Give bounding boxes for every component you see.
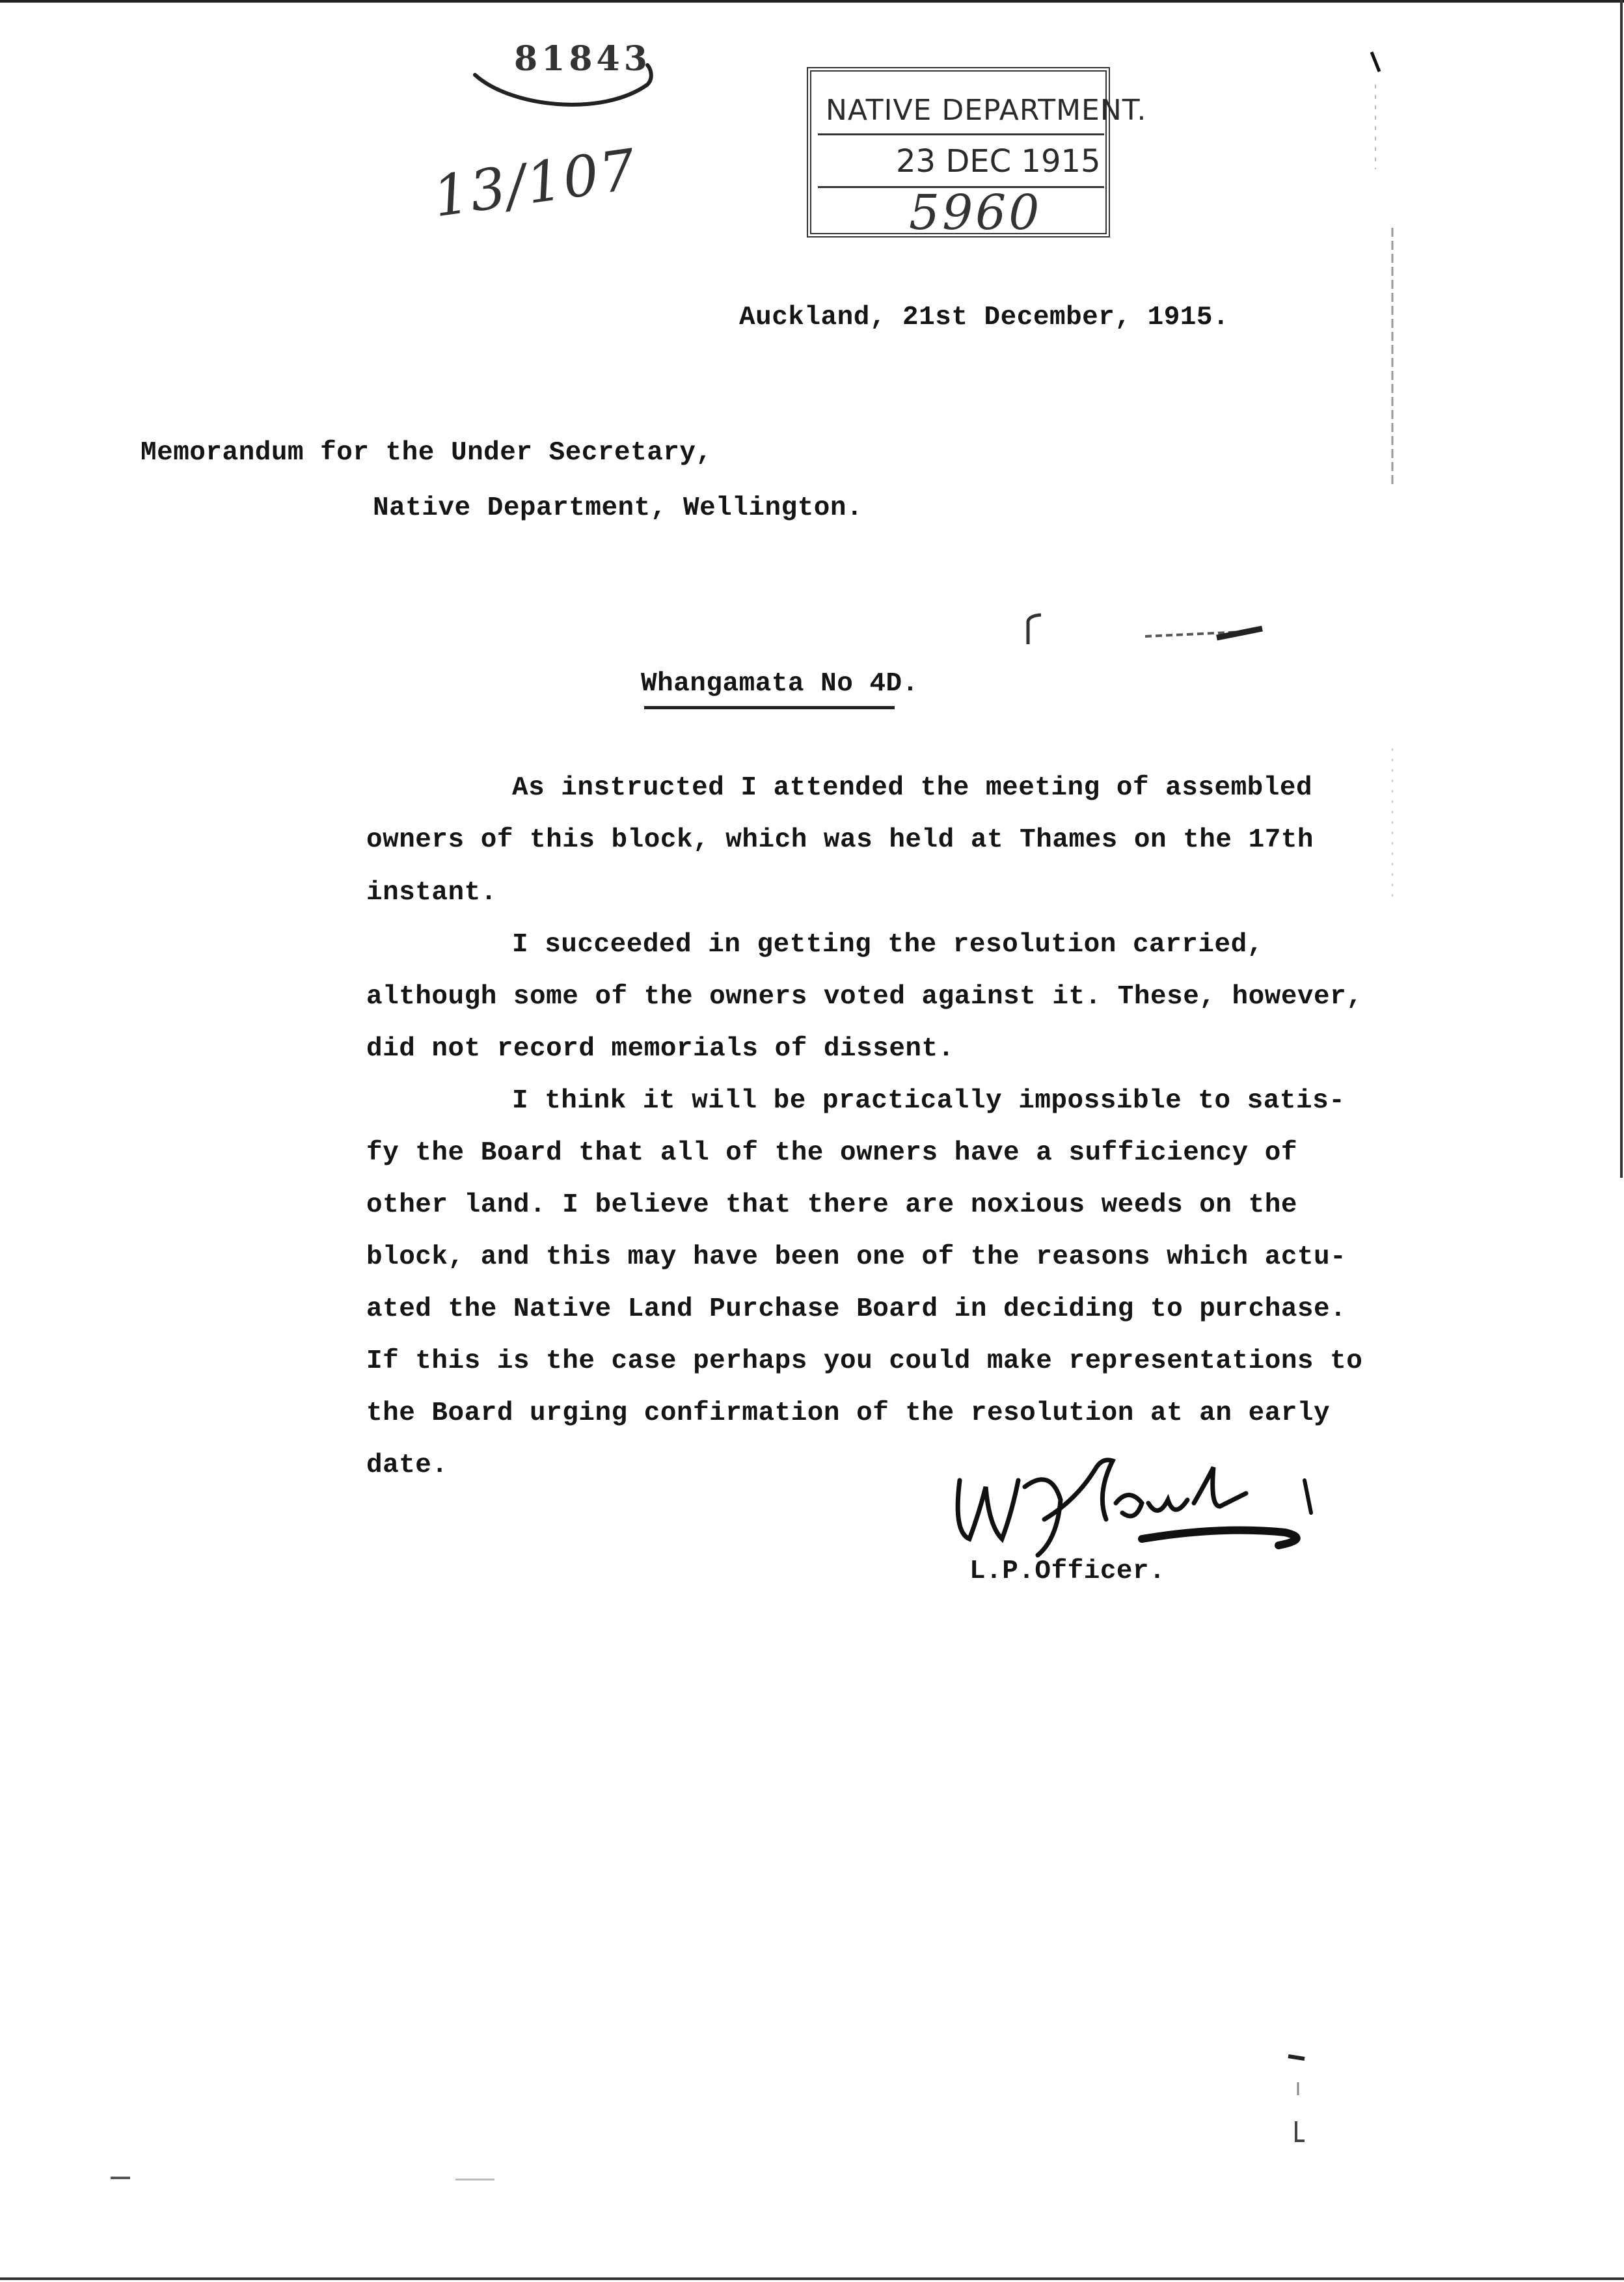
stamp-date: 23 DEC 1915 <box>896 143 1101 180</box>
stamp-department: NATIVE DEPARTMENT. <box>826 94 1147 127</box>
body-line: If this is the case perhaps you could make representations to <box>366 1346 1363 1376</box>
body-line: As instructed I attended the meeting of assembled <box>512 773 1313 803</box>
handwritten-file-ref: 13/107 <box>429 137 641 230</box>
place-date: Auckland, 21st December, 1915. <box>739 303 1230 333</box>
body-line: did not record memorials of dissent. <box>366 1034 954 1064</box>
body-line: I think it will be practically impossible to satis- <box>512 1086 1346 1116</box>
bottom-border-line <box>0 2277 1624 2280</box>
stamp-divider <box>818 133 1104 135</box>
body-line: although some of the owners voted against it. These, however, <box>366 982 1363 1012</box>
body-line: I succeeded in getting the resolution carried, <box>512 930 1264 960</box>
bottom-speck <box>111 2177 130 2179</box>
body-line: ated the Native Land Purchase Board in deciding to purchase. <box>366 1294 1347 1324</box>
signatory-title: L.P.Officer. <box>969 1556 1166 1586</box>
body-line: fy the Board that all of the owners have a sufficiency of <box>366 1138 1297 1168</box>
signature <box>947 1441 1337 1565</box>
body-line: owners of this block, which was held at Thames on the 17th <box>366 825 1314 855</box>
top-number-swoosh <box>472 55 660 114</box>
stray-pencil-mark <box>1022 612 1269 651</box>
handwritten-top-number: 81843 <box>514 39 651 79</box>
recipient-line-1: Memorandum for the Under Secretary, <box>141 438 712 468</box>
stamp-number: 5960 <box>909 185 1042 241</box>
top-edge-line <box>0 0 1624 3</box>
received-stamp <box>807 67 1147 241</box>
recipient-line-2: Native Department, Wellington. <box>373 493 863 523</box>
scan-edge-marks <box>1366 46 1405 957</box>
bottom-right-marks <box>1282 2050 1314 2154</box>
body-line: instant. <box>366 878 497 908</box>
body-line: the Board urging confirmation of the resolution at an early <box>366 1398 1331 1428</box>
body-line: date. <box>366 1450 448 1480</box>
subject-underline <box>644 706 895 709</box>
subject-line: Whangamata No 4D. <box>641 669 919 699</box>
body-line: other land. I believe that there are noxious weeds on the <box>366 1190 1297 1220</box>
body-line: block, and this may have been one of the reasons which actu- <box>366 1242 1347 1272</box>
bottom-speck <box>455 2179 494 2180</box>
right-border-line <box>1620 0 1623 1178</box>
